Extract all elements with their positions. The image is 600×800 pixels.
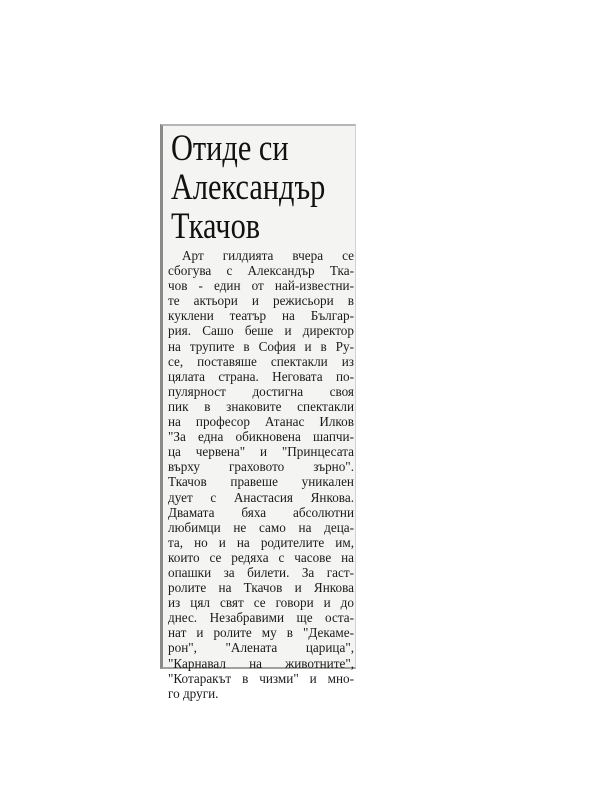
headline xyxy=(171,129,324,246)
body-line: рон", "Алената царица", xyxy=(168,640,354,656)
body-line: Арт гилдията вчера се xyxy=(182,248,354,263)
newspaper-clipping xyxy=(160,124,356,701)
body-line: опашки за билети. За гаст- xyxy=(168,564,354,580)
body-line: рия. Сашо беше и директор xyxy=(168,323,354,339)
article-body xyxy=(168,248,354,701)
headline-line: Отиде си xyxy=(171,128,289,169)
body-line: върху граховото зърно". xyxy=(168,459,354,475)
body-line: та, но и на родителите им, xyxy=(168,534,354,550)
body-line: из цял свят се говори и до xyxy=(168,595,354,611)
body-line: дует с Анастасия Янкова. xyxy=(168,489,354,505)
body-line: на трупите в София и в Ру- xyxy=(168,338,354,354)
body-line: пик в знаковите спектакли xyxy=(168,398,354,414)
body-line: на професор Атанас Илков xyxy=(168,414,354,430)
body-line: те актьори и режисьори в xyxy=(168,293,354,309)
body-line: пулярност достигна своя xyxy=(168,383,354,399)
body-line: цялата страна. Неговата по- xyxy=(168,368,354,384)
body-line: го други. xyxy=(168,685,219,701)
body-line: нат и ролите му в "Декаме- xyxy=(168,625,354,641)
body-line: куклени театър на Българ- xyxy=(168,308,354,324)
headline-line: Ткачов xyxy=(171,206,261,247)
body-line: "За една обикновена шапчи- xyxy=(168,429,354,445)
body-line: Ткачов правеше уникален xyxy=(168,474,354,490)
body-line: които се редяха с часове на xyxy=(168,549,354,565)
body-line: ца червена" и "Принцесата xyxy=(168,444,354,460)
body-line: днес. Незабравими ще оста- xyxy=(168,610,354,626)
body-line: "Котаракът в чизми" и мно- xyxy=(168,670,354,686)
body-line: ролите на Ткачов и Янкова xyxy=(168,580,354,596)
body-line: чов - един от най-известни- xyxy=(168,278,354,294)
body-line: сбогува с Александър Тка- xyxy=(168,263,354,279)
body-line: Двамата бяха абсолютни xyxy=(168,504,354,520)
body-line: "Карнавал на животните", xyxy=(168,655,354,671)
headline-line: Александър xyxy=(171,167,326,208)
body-line: се, поставяше спектакли из xyxy=(168,353,354,369)
body-line: любимци не само на деца- xyxy=(168,519,354,535)
